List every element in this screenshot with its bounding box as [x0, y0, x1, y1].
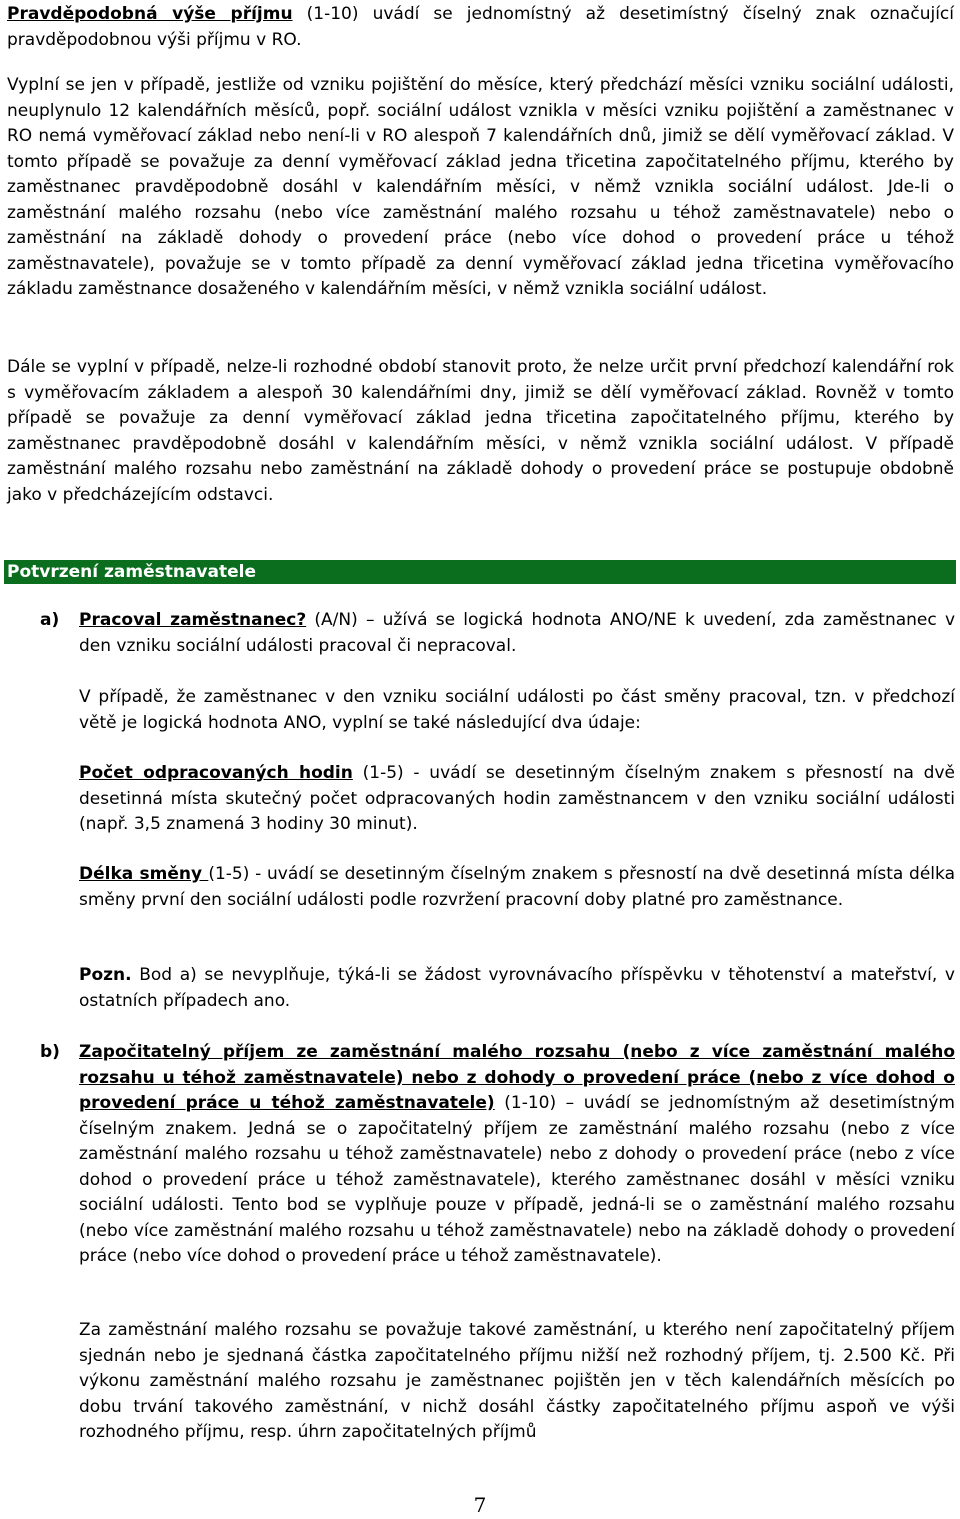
note-label: Pozn.: [79, 965, 132, 985]
hours-paragraph: [79, 761, 955, 838]
note-text: Bod a) se nevyplňuje, týká-li se žádost vyrovnávacího příspěvku v těhotenství a mateřství, v ostatních případech ano.: [79, 965, 955, 1011]
intro-text: (1-10) uvádí se jednomístný až desetimístný číselný znak označující pravděpodobnou výši příjmu v RO.: [7, 4, 954, 50]
section-title: Potvrzení zaměstnavatele: [4, 560, 956, 584]
intro-term: Pravděpodobná výše příjmu: [7, 4, 293, 24]
item-a-label: a): [40, 610, 60, 630]
item-b-term: Započitatelný příjem ze zaměstnání malého rozsahu (nebo z více zaměstnání malého rozsahu u téhož zaměstnavatele) nebo z dohody o provedení práce (nebo z více dohod o provedení práce u téhož zaměstnavatele): [79, 1042, 955, 1113]
shift-term: Délka směny: [79, 864, 209, 884]
item-b-label: b): [40, 1042, 60, 1062]
item-b-text: (1-10) – uvádí se jednomístným až desetimístným číselným znakem. Jedná se o započitatelný příjem ze zaměstnání malého rozsahu (nebo z více zaměstnání malého rozsahu u téhož zaměstnavatele) nebo z dohody o provedení práce (nebo z více dohod o provedení práce u téhož zaměstnavatele), kterého zaměstnanec dosáhl v měsíci vzniku sociální události. Tento bod se vyplňuje pouze v případě, jedná-li se o zaměstnání malého rozsahu (nebo více zaměstnání malého rozsahu u téhož zaměstnavatele) nebo na základě dohody o provedení práce (nebo více dohod o provedení práce u téhož zaměstnavatele).: [79, 1093, 955, 1266]
item-b-paragraph: [79, 1040, 955, 1270]
intro-paragraph: [7, 2, 954, 53]
item-a-paragraph: [79, 608, 955, 659]
note-paragraph: [79, 963, 955, 1014]
shift-paragraph: [79, 862, 955, 913]
hours-text: (1-5) - uvádí se desetinným číselným znakem s přesností na dvě desetinná místa skutečný počet odpracovaných hodin zaměstnancem v den vzniku sociální události (např. 3,5 znamená 3 hodiny 30 minut).: [79, 763, 955, 834]
item-a-text: (A/N) – užívá se logická hodnota ANO/NE k uvedení, zda zaměstnanec v den vzniku sociální události pracoval či nepracoval.: [79, 610, 956, 656]
shift-text: (1-5) - uvádí se desetinným číselným znakem s přesností na dvě desetinná místa délka směny první den sociální události podle rozvržení pracovní doby platné pro zaměstnance.: [79, 864, 955, 910]
item-a-followup: V případě, že zaměstnanec v den vzniku sociální události po část směny pracoval, tzn. v předchozí větě je logická hodnota ANO, vyplní se také následující dva údaje:: [79, 687, 955, 733]
paragraph-conditions: Vyplní se jen v případě, jestliže od vzniku pojištění do měsíce, který předchází měsíci vzniku sociální události, neuplynulo 12 kalendářních měsíců, popř. sociální událost vznikla v měsíci vzniku pojištění a zaměstnanec v RO nemá vyměřovací základ nebo není-li v RO alespoň 7 kalendářních dnů, jimiž se dělí vyměřovací základ. V tomto případě se považuje za denní vyměřovací základ jedna třicetina započitatelného příjmu, kterého by zaměstnanec pravděpodobně dosáhl v kalendářním měsíci, v němž vznikla sociální událost. Jde-li o zaměstnání malého rozsahu (nebo více zaměstnání malého rozsahu u téhož zaměstnavatele) nebo o zaměstnání na základě dohody o provedení práce (nebo více dohod o provedení práce u téhož zaměstnavatele), považuje se v tomto případě za denní vyměřovací základ jedna třicetina vyměřovacího základu zaměstnance dosaženého v kalendářním měsíci, v němž vznikla sociální událost.: [7, 75, 954, 299]
paragraph-additional: Dále se vyplní v případě, nelze-li rozhodné období stanovit proto, že nelze určit první předchozí kalendářní rok s vyměřovacím základem a alespoň 30 kalendářními dny, jimiž se dělí vyměřovací základ. Rovněž v tomto případě se považuje za denní vyměřovací základ jedna třicetina započitatelného příjmu, kterého by zaměstnanec pravděpodobně dosáhl v kalendářním měsíci, v němž vznikla sociální událost. V případě zaměstnání malého rozsahu nebo zaměstnání na základě dohody o provedení práce se postupuje obdobně jako v předcházejícím odstavci.: [7, 357, 954, 505]
page-number: 7: [473, 1493, 487, 1517]
hours-term: Počet odpracovaných hodin: [79, 763, 353, 783]
item-a-term: Pracoval zaměstnanec?: [79, 610, 307, 630]
item-b-definition: Za zaměstnání malého rozsahu se považuje takové zaměstnání, u kterého není započitatelný příjem sjednán nebo je sjednaná částka započitatelného příjmu nižší než rozhodný příjem, tj. 2.500 Kč. Při výkonu zaměstnání malého rozsahu je zaměstnanec pojištěn jen v těch kalendářních měsících po dobu trvání takového zaměstnání, v nichž dosáhl částky započitatelného příjmu aspoň ve výši rozhodného příjmu, resp. úhrn započitatelných příjmů: [79, 1320, 955, 1442]
